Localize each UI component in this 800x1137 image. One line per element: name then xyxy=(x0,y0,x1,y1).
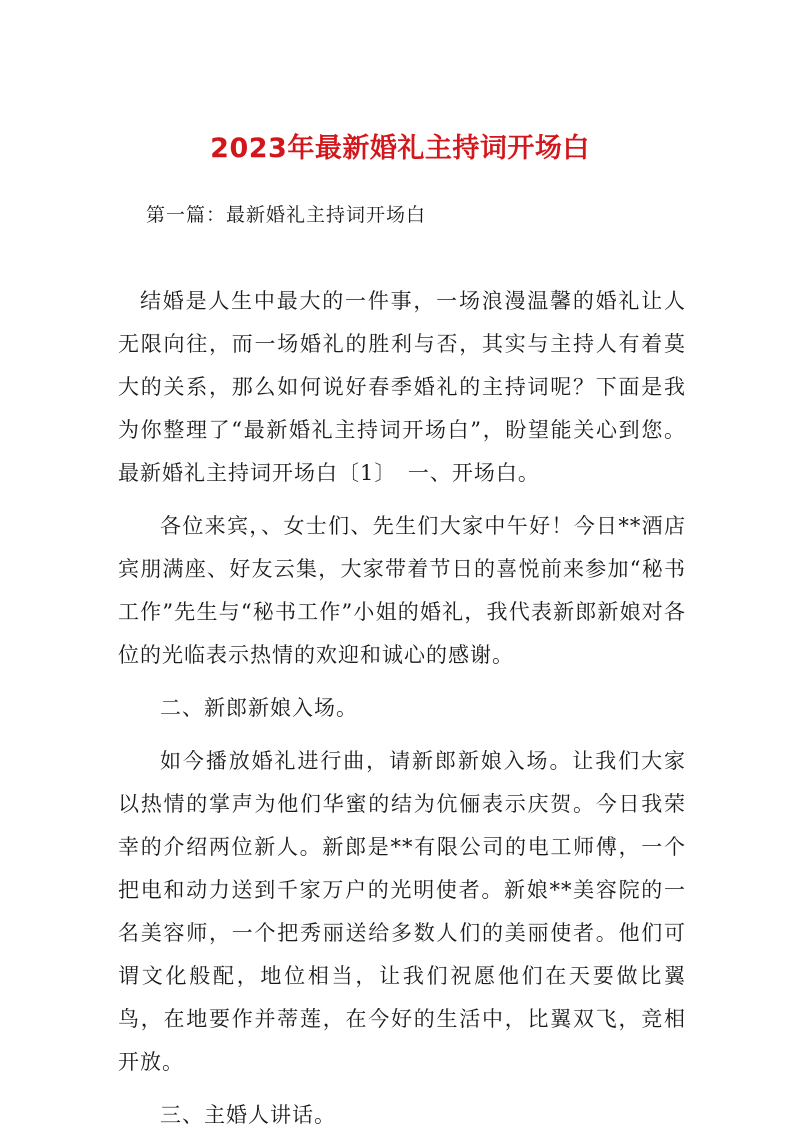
document-body xyxy=(118,280,686,1137)
paragraph-entrance: 如今播放婚礼进行曲，请新郎新娘入场。让我们大家以热情的掌声为他们华蜜的结为伉俪表示庆贺。今日我荣幸的介绍两位新人。新郎是**有限公司的电工师傅，一个把电和动力送到千家万户的光明使者。新娘**美容院的一名美容师，一个把秀丽送给多数人们的美丽使者。他们可谓文化般配，地位相当，让我们祝愿他们在天要做比翼鸟，在地要作并蒂莲，在今好的生活中，比翼双飞，竞相开放。 xyxy=(118,749,686,1074)
section-heading-entrance: 二、新郎新娘入场。 xyxy=(160,696,358,720)
section-heading-speech: 三、主婚人讲话。 xyxy=(160,1103,336,1127)
document-title: 2023年最新婚礼主持词开场白 xyxy=(210,133,590,164)
paragraph-intro: 结婚是人生中最大的一件事，一场浪漫温馨的婚礼让人无限向往，而一场婚礼的胜利与否，其实与主持人有着莫大的关系，那么如何说好春季婚礼的主持词呢？下面是我为你整理了“最新婚礼主持词开场白”，盼望能关心到您。最新婚礼主持词开场白〔1〕 一、开场白。 xyxy=(118,289,686,485)
document-subtitle: 第一篇：最新婚礼主持词开场白 xyxy=(146,204,427,226)
paragraph-welcome: 各位来宾，、女士们、先生们大家中午好！今日**酒店宾朋满座、好友云集，大家带着节日的喜悦前来参加“秘书工作”先生与“秘书工作”小姐的婚礼，我代表新郎新娘对各位的光临表示热情的欢迎和诚心的感谢。 xyxy=(118,514,686,667)
